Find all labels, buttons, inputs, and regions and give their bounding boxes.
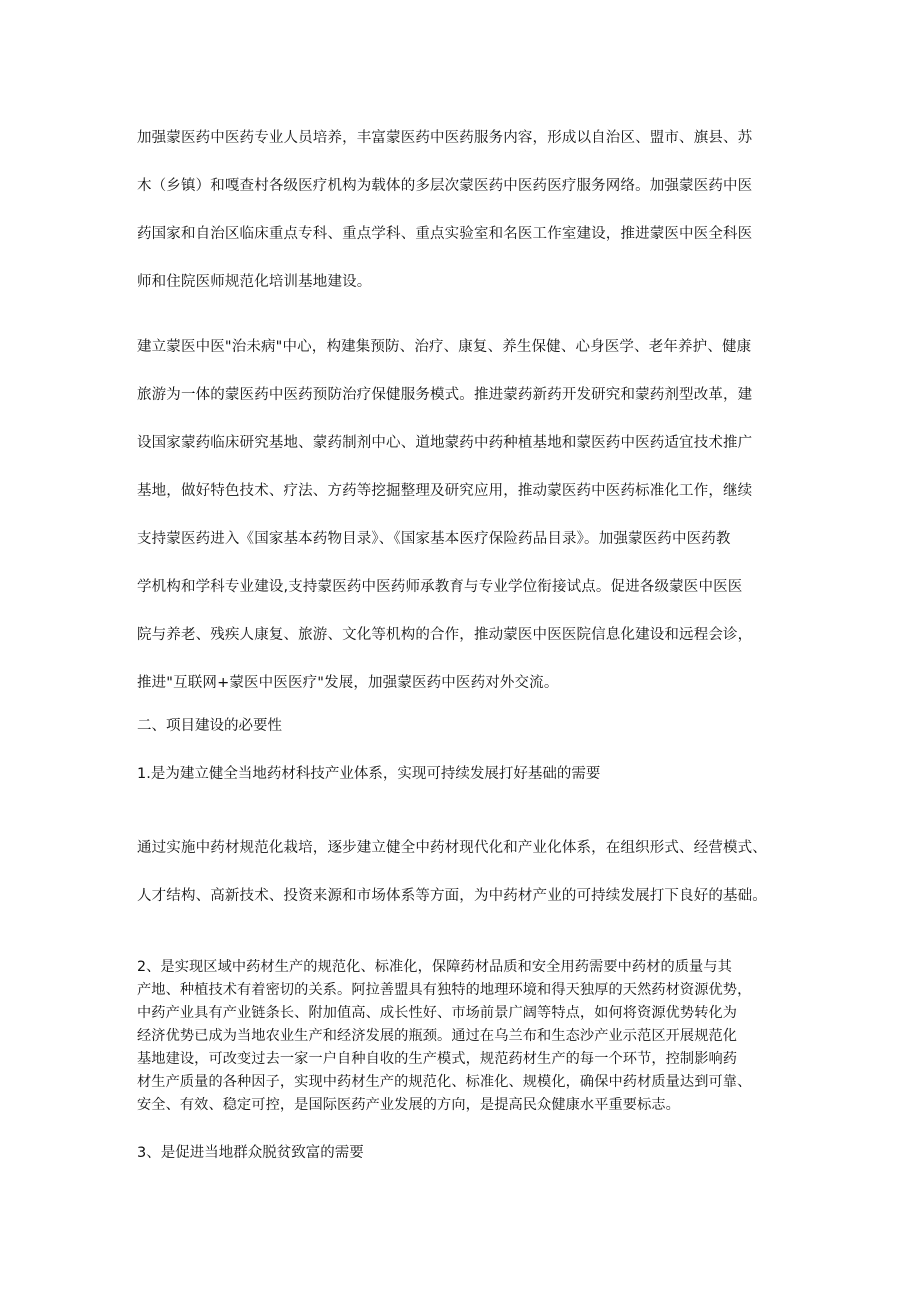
paragraph-line: 院与养老、残疾人康复、旅游、文化等机构的合作，推动蒙医中医医院信息化建设和远程会诊， bbox=[137, 627, 753, 643]
item-3-heading: 3、是促进当地群众脱贫致富的需要 bbox=[137, 1145, 364, 1161]
paragraph-line: 建立蒙医中医"治未病"中心，构建集预防、治疗、康复、养生保健、心身医学、老年养护、健康 bbox=[137, 339, 752, 355]
paragraph-line: 师和住院医师规范化培训基地建设。 bbox=[137, 274, 372, 290]
paragraph-line: 药国家和自治区临床重点专科、重点学科、重点实验室和名医工作室建设，推进蒙医中医全科医 bbox=[137, 226, 753, 242]
paragraph-line: 木（乡镇）和嘎查村各级医疗机构为载体的多层次蒙医药中医药医疗服务网络。加强蒙医药中医 bbox=[137, 178, 753, 194]
paragraph-line: 通过实施中药材规范化栽培，逐步建立健全中药材现代化和产业化体系，在组织形式、经营模式、 bbox=[137, 840, 767, 856]
section-heading: 二、项目建设的必要性 bbox=[137, 718, 282, 734]
paragraph-line: 支持蒙医药进入《国家基本药物目录》、《国家基本医疗保险药品目录》。加强蒙医药中医药教 bbox=[137, 531, 731, 547]
paragraph-line: 基地，做好特色技术、疗法、方药等挖掘整理及研究应用，推动蒙医药中医药标准化工作，继续 bbox=[137, 483, 753, 499]
paragraph-line: 基地建设，可改变过去一家一户自种自收的生产模式，规范药材生产的每一个环节，控制影响药 bbox=[137, 1051, 738, 1067]
paragraph-line: 中药产业具有产业链条长、附加值高、成长性好、市场前景广阔等特点，如何将资源优势转化为 bbox=[137, 1005, 738, 1021]
paragraph-line: 加强蒙医药中医药专业人员培养，丰富蒙医药中医药服务内容，形成以自治区、盟市、旗县、苏 bbox=[137, 130, 753, 146]
paragraph-line: 安全、有效、稳定可控，是国际医药产业发展的方向，是提高民众健康水平重要标志。 bbox=[137, 1097, 680, 1113]
paragraph-line: 推进"互联网+蒙医中医医疗"发展，加强蒙医药中医药对外交流。 bbox=[137, 675, 559, 691]
paragraph-line: 产地、种植技术有着密切的关系。阿拉善盟具有独特的地理环境和得天独厚的天然药材资源优势， bbox=[137, 982, 752, 998]
paragraph-line: 材生产质量的各种因子，实现中药材生产的规范化、标准化、规模化，确保中药材质量达到可靠、 bbox=[137, 1074, 752, 1090]
item-1-heading: 1.是为建立健全当地药材科技产业体系，实现可持续发展打好基础的需要 bbox=[137, 766, 601, 782]
paragraph-line: 设国家蒙药临床研究基地、蒙药制剂中心、道地蒙药中药种植基地和蒙医药中医药适宜技术推广 bbox=[137, 435, 753, 451]
paragraph-line: 人才结构、高新技术、投资来源和市场体系等方面，为中药材产业的可持续发展打下良好的基础。 bbox=[137, 888, 767, 904]
paragraph-line: 经济优势已成为当地农业生产和经济发展的瓶颈。通过在乌兰布和生态沙产业示范区开展规范化 bbox=[137, 1028, 738, 1044]
paragraph-line: 旅游为一体的蒙医药中医药预防治疗保健服务模式。推进蒙药新药开发研究和蒙药剂型改革，建 bbox=[137, 387, 753, 403]
paragraph-line: 2、是实现区域中药材生产的规范化、标准化，保障药材品质和安全用药需要中药材的质量与其 bbox=[137, 959, 732, 975]
paragraph-line: 学机构和学科专业建设,支持蒙医药中医药师承教育与专业学位衔接试点。促进各级蒙医中医医 bbox=[137, 579, 743, 595]
